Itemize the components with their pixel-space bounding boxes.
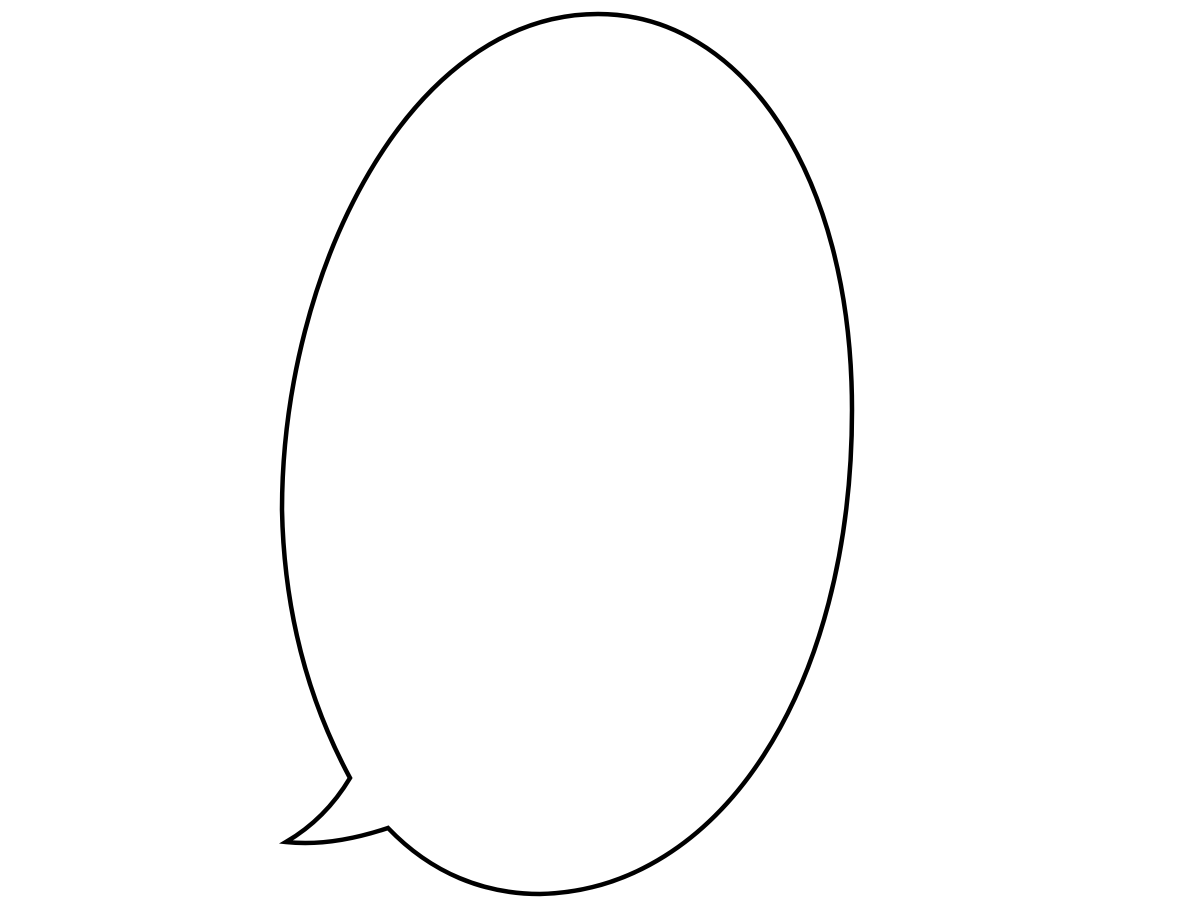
speech-bubble-outline — [282, 14, 852, 894]
